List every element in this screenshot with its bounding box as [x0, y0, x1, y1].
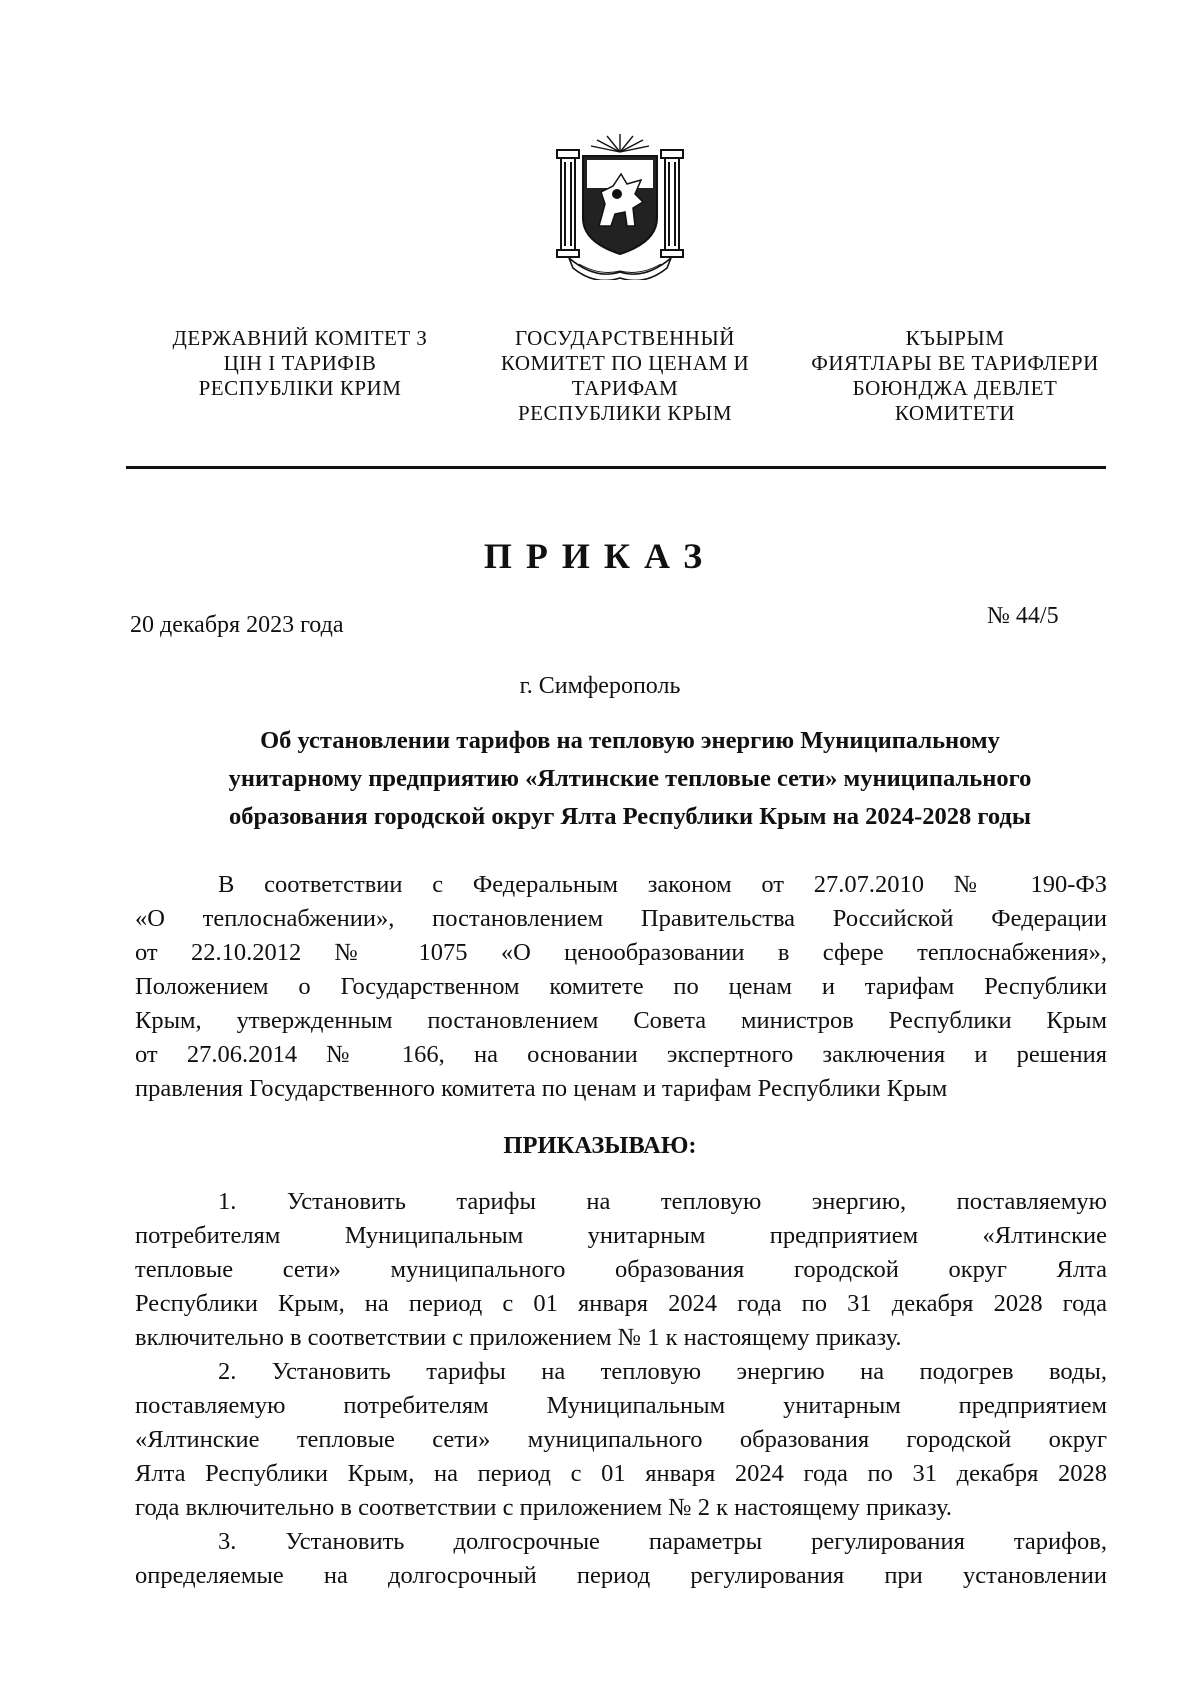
order-items — [135, 1185, 1107, 1593]
text-line: Крым, утвержденным постановлением Совета министров Республики Крым — [135, 1007, 1107, 1034]
header-divider — [126, 466, 1106, 469]
org-line: КЪЫРЫМ — [905, 326, 1005, 350]
subject-line: образования городской округ Ялта Республики Крым на 2024-2028 годы — [229, 803, 1031, 830]
text-line: «Ялтинские тепловые сети» муниципального образования городской округ — [135, 1426, 1107, 1453]
text-line: Республики Крым, на период с 01 января 2024 года по 31 декабря 2028 года — [135, 1290, 1107, 1317]
text-line: правления Государственного комитета по ценам и тарифам Республики Крым — [135, 1075, 948, 1102]
org-line: ФИЯТЛАРЫ ВЕ ТАРИФЛЕРИ — [811, 351, 1099, 375]
document-city: г. Симферополь — [519, 673, 681, 699]
text-line: включительно в соответствии с приложением № 1 к настоящему приказу. — [135, 1324, 902, 1351]
text-line: 2. Установить тарифы на тепловую энергию на подогрев воды, — [218, 1358, 1107, 1385]
subject-line: Об установлении тарифов на тепловую энергию Муниципальному — [260, 727, 1000, 754]
text-line: поставляемую потребителям Муниципальным унитарным предприятием — [135, 1392, 1107, 1419]
text-line: от 27.06.2014 № 166, на основании экспертного заключения и решения — [135, 1041, 1107, 1068]
preamble-paragraph — [135, 868, 1107, 1106]
document-title: ПРИКАЗ — [483, 536, 717, 576]
header-org-ukrainian — [140, 326, 460, 401]
text-line: года включительно в соответствии с приложением № 2 к настоящему приказу. — [135, 1494, 952, 1521]
subject-line: унитарному предприятию «Ялтинские тепловые сети» муниципального — [228, 765, 1032, 792]
header-org-russian — [470, 326, 780, 426]
org-line: ЦІН І ТАРИФІВ — [223, 351, 377, 375]
text-line: Положением о Государственном комитете по ценам и тарифам Республики — [135, 973, 1107, 1000]
text-line: «О теплоснабжении», постановлением Правительства Российской Федерации — [135, 905, 1107, 932]
text-line: 3. Установить долгосрочные параметры регулирования тарифов, — [218, 1528, 1107, 1555]
org-line: БОЮНДЖА ДЕВЛЕТ — [852, 376, 1058, 400]
text-line: потребителям Муниципальным унитарным предприятием «Ялтинские — [135, 1222, 1107, 1249]
text-line: Ялта Республики Крым, на период с 01 января 2024 года по 31 декабря 2028 — [135, 1460, 1107, 1487]
document-subject — [150, 722, 1110, 836]
org-line: РЕСПУБЛИКИ КРЫМ — [517, 401, 733, 425]
document-number: № 44/5 — [987, 603, 1059, 629]
text-line: 1. Установить тарифы на тепловую энергию, поставляемую — [218, 1188, 1107, 1215]
org-line: ГОСУДАРСТВЕННЫЙ — [515, 326, 735, 350]
text-line: определяемые на долгосрочный период регулирования при установлении — [135, 1562, 1107, 1589]
org-line: РЕСПУБЛІКИ КРИМ — [198, 376, 402, 400]
org-line: ТАРИФАМ — [571, 376, 679, 400]
text-line: тепловые сети» муниципального образования городской округ Ялта — [135, 1256, 1107, 1283]
org-line: КОМИТЕТИ — [894, 401, 1016, 425]
text-line: В соответствии с Федеральным законом от 27.07.2010 № 190-ФЗ — [218, 871, 1107, 898]
coat-of-arms-emblem — [555, 130, 685, 280]
header-org-crimean-tatar — [790, 326, 1120, 426]
text-line: от 22.10.2012 № 1075 «О ценообразовании в сфере теплоснабжения», — [135, 939, 1107, 966]
document-date: 20 декабря 2023 года — [130, 612, 344, 638]
org-line: КОМИТЕТ ПО ЦЕНАМ И — [500, 351, 750, 375]
order-heading: ПРИКАЗЫВАЮ: — [503, 1132, 697, 1159]
org-line: ДЕРЖАВНИЙ КОМІТЕТ З — [172, 326, 428, 350]
